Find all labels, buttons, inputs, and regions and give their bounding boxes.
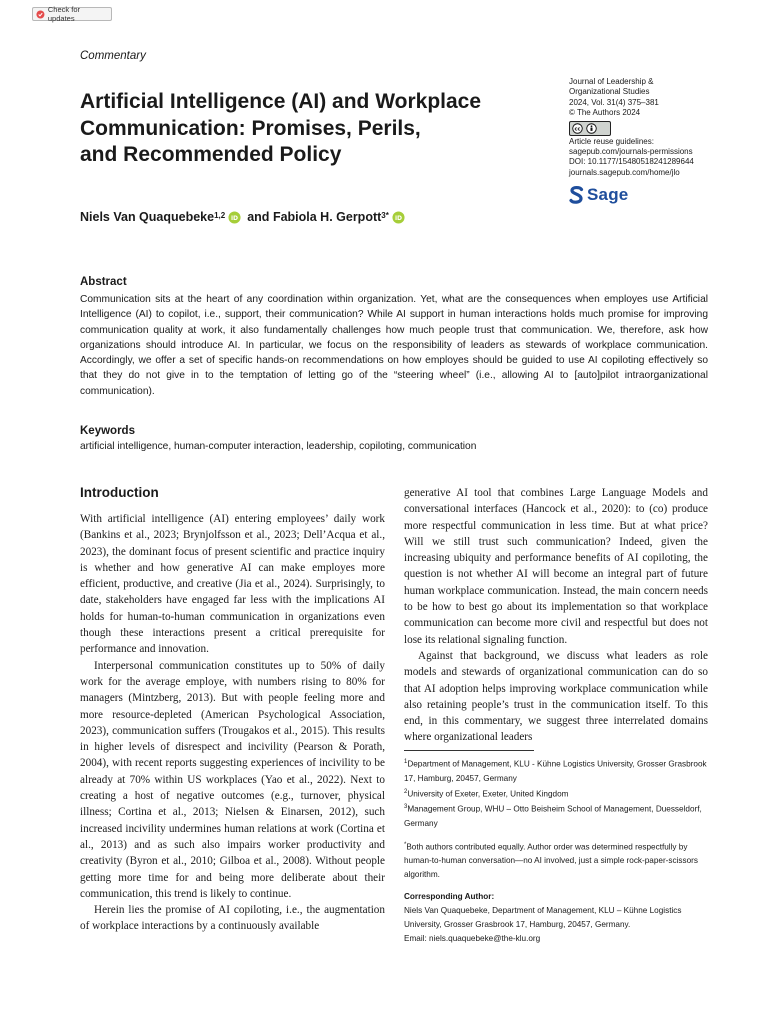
orcid-icon[interactable] [392,211,405,224]
footnote-number: 2 [404,788,408,795]
body-paragraph: Interpersonal communication constitutes up to 50% of daily work for the average employe, with numbers rising to 80% for managers (Mintzberg, 2013). But with people feeling more and more resource-depleted (American Psychological Association, 2023), communication suffers (Trougakos et al., 2015). This results in higher levels of disrespect and incivility (Pearson & Porath, 2004), with recent reports suggesting experiences of incivility to be already at 70% within US workplaces (Yao et al., 2022). Next to creating a host of negative outcomes (e.g., turnover, physical illness; Cortina et al., 2013; Nielsen & Einarsen, 2012), such increased incivility undermines human relations at work (Cortina et al., 2013) and as such also impairs worker productivity and creativity (Byron et al., 2010; Gilboa et al., 2008). Without people getting more time for and being more deliberate about their communication, this trend is likely to continue. [80,659,385,900]
affiliation-text: University of Exeter, Exeter, United Kingdom [407,789,569,799]
svg-text:cc: cc [574,126,581,133]
check-updates-label: Check for updates [47,5,80,23]
body-column-left [80,511,385,935]
author-list [80,210,411,224]
svg-text:iD: iD [394,214,402,222]
affiliation-text: Management Group, WHU – Otto Beisheim School of Management, Duesseldorf, Germany [404,804,702,828]
journal-home-link[interactable]: journals.sagepub.com/home/jlo [569,167,680,177]
keywords-heading: Keywords [80,425,135,437]
corresponding-author-address: Niels Van Quaquebeke, Department of Management, KLU – Kühne Logistics University, Grosser Grasbrook 17, Hamburg, 20457, Germany. [404,906,682,929]
permissions-link[interactable]: sagepub.com/journals-permissions [569,147,693,157]
corresponding-author-label: Corresponding Author: [404,892,495,902]
attribution-person-icon [586,123,597,134]
check-updates-icon [36,10,45,19]
affiliation-marker: 1,2 [214,210,226,220]
journal-volume: 2024, Vol. 31(4) 375–381 [569,97,659,107]
journal-info [569,77,694,178]
journal-name-line: Journal of Leadership & [569,77,654,86]
affiliation-footnote [404,786,710,802]
contribution-text: Both authors contributed equally. Author order was determined respectfully by human-to-human conversation—no AI involved, just a simple rock-paper-scissors algorithm. [404,842,698,880]
body-paragraph: Against that background, we discuss what leaders as role models and stewards of organizational communication can do so that AI adoption helps improving workplace communication while also retaining people’s trust in the communication itself. To this end, in this commentary, we suggest three interrelated domains where organizational leaders [404,649,708,744]
svg-text:iD: iD [231,214,239,222]
cc-by-license-badge[interactable] [569,121,611,136]
introduction-heading: Introduction [80,485,159,500]
copyright: © The Authors 2024 [569,108,641,118]
reuse-guidelines-label: Article reuse guidelines: [569,136,654,146]
journal-name-line: Organizational Studies [569,87,650,97]
title-line: and Recommended Policy [80,143,342,166]
sage-s-icon [569,185,584,205]
affiliation-footnote [404,801,710,831]
footnote-number: 1 [404,759,408,765]
author-name: Niels Van Quaquebeke [80,210,215,224]
creative-commons-icon [572,123,583,134]
body-paragraph: With artificial intelligence (AI) entering employees’ daily work (Bankins et al., 2023; Brynjolfsson et al., 2023; Dell’Acqua et al., 2023), the dominant focus of present scientific and practice inquiry is whether and how generative AI can make employes more efficient, productive, and creative (Jia et al., 2024). Surprisingly, to date, stakeholders have engaged far less with the implications AI holds for human-to-human communication in organizations even though these interactions present a critical prerequisite for performance and innovation. [80,513,385,656]
contribution-footnote [404,839,710,882]
keywords-list: artificial intelligence, human-computer interaction, leadership, copiloting, communication [80,441,477,452]
title-line: Communication: Promises, Perils, [80,116,421,140]
article-title [80,89,550,169]
article-type: Commentary [80,50,146,62]
affiliation-text: Department of Management, KLU - Kühne Logistics University, Grosser Grasbrook 17, Hamburg, 20457, Germany [404,759,707,783]
corresponding-author-email[interactable]: Email: niels.quaquebeke@the-klu.org [404,933,541,943]
sage-logo[interactable] [569,185,628,205]
author-name: Fabiola H. Gerpott [272,210,382,224]
body-paragraph: generative AI tool that combines Large Language Models and conversational interfaces (Hancock et al., 2020): to (co) produce more respectful communication in less time. But at what price? Will we still trust such communication? Indeed, given the increasing ubiquity and performance benefits of AI copiloting, the question is not whether AI will become an integral part of future human workplace communication. Instead, the main concern needs to be how to best go about its implementation so that workplace communication can become more civil and respectful but does not lose its relational signaling function. [404,487,708,646]
affiliation-footnote [404,756,710,786]
footnote-mark: * [404,841,407,848]
doi[interactable]: DOI: 10.1177/15480518241289644 [569,157,694,167]
affiliation-marker: 3* [381,210,389,220]
sage-wordmark: Sage [587,185,629,204]
footnotes [404,756,710,946]
abstract-body: Communication sits at the heart of any coordination within organization. Yet, what are the consequences when employes use Artificial Intelligence (AI) to copilot, i.e., support, their communication? While AI support in human interactions holds much promise for improving communication quality at work, it also fundamentally challenges how much people trust that communication. We, therefore, ask how organizations should introduce AI. In particular, we focus on the responsibility of leaders as stewards of workplace communication. Accordingly, we offer a set of specific hands-on recommendations on how employes should be guided to use AI copiloting effectively so that they do not give in to the temptation of letting go of the “steering wheel” (i.e., allowing AI to [auto]pilot intraorganizational communication). [80,294,708,397]
check-for-updates-button[interactable] [32,7,112,21]
body-paragraph: Herein lies the promise of AI copiloting, i.e., the augmentation of workplace interactions by a continuously available [80,904,385,933]
orcid-icon[interactable] [228,211,241,224]
author-connector: and [247,210,270,224]
body-column-right [404,485,708,746]
title-line: Artificial Intelligence (AI) and Workplace [80,90,482,113]
footnote-number: 3 [404,804,408,811]
footnote-divider [404,750,534,751]
abstract-heading: Abstract [80,276,127,288]
